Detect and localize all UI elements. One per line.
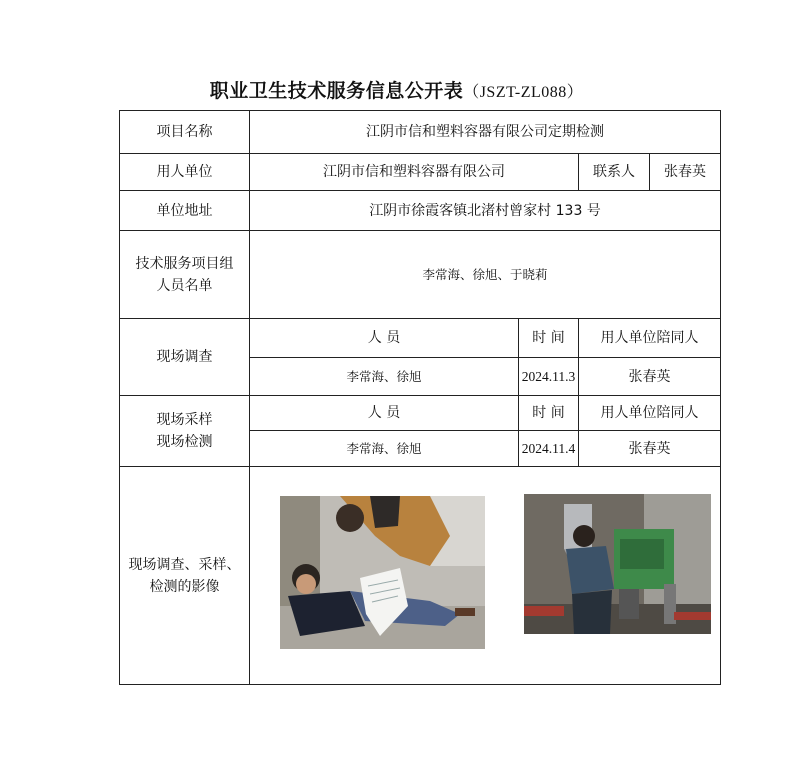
title-text: 职业卫生技术服务信息公开表 (209, 80, 464, 102)
employer-label: 用人单位 (120, 154, 250, 191)
sampling-people: 李常海、徐旭 (250, 431, 519, 467)
sampling-label-line1: 现场采样 (156, 412, 213, 428)
images-label (120, 467, 250, 685)
survey-escort: 张春英 (579, 358, 721, 396)
title-code: （JSZT-ZL088） (463, 84, 584, 101)
project-name-label: 项目名称 (120, 111, 250, 154)
sampling-col-escort: 用人单位陪同人 (579, 396, 721, 431)
survey-people: 李常海、徐旭 (250, 358, 519, 396)
page-title (0, 76, 793, 103)
project-name-value: 江阴市信和塑料容器有限公司定期检测 (250, 111, 721, 154)
sampling-label-line2: 现场检测 (156, 434, 213, 450)
survey-col-people: 人 员 (250, 319, 519, 358)
contact-value: 张春英 (650, 154, 721, 191)
images-label-line2: 检测的影像 (149, 578, 220, 595)
survey-col-time: 时 间 (519, 319, 579, 358)
sampling-time: 2024.11.4 (519, 431, 579, 467)
sampling-col-people: 人 员 (250, 396, 519, 431)
images-label-line1: 现场调查、采样、 (128, 556, 241, 573)
survey-time: 2024.11.3 (519, 358, 579, 396)
team-label-line1: 技术服务项目组 (135, 255, 234, 272)
sampling-escort: 张春英 (579, 431, 721, 467)
survey-photo (280, 496, 485, 649)
survey-label: 现场调查 (120, 319, 250, 396)
contact-label: 联系人 (579, 154, 650, 191)
address-value: 江阴市徐霞客镇北渚村曾家村 133 号 (250, 191, 721, 231)
employer-value: 江阴市信和塑料容器有限公司 (250, 154, 579, 191)
survey-col-escort: 用人单位陪同人 (579, 319, 721, 358)
address-label: 单位地址 (120, 191, 250, 231)
team-label (120, 231, 250, 319)
sampling-label (120, 396, 250, 467)
sampling-col-time: 时 间 (519, 396, 579, 431)
team-value: 李常海、徐旭、于晓莉 (250, 231, 721, 319)
team-label-line2: 人员名单 (156, 277, 213, 294)
sampling-photo (524, 494, 711, 634)
